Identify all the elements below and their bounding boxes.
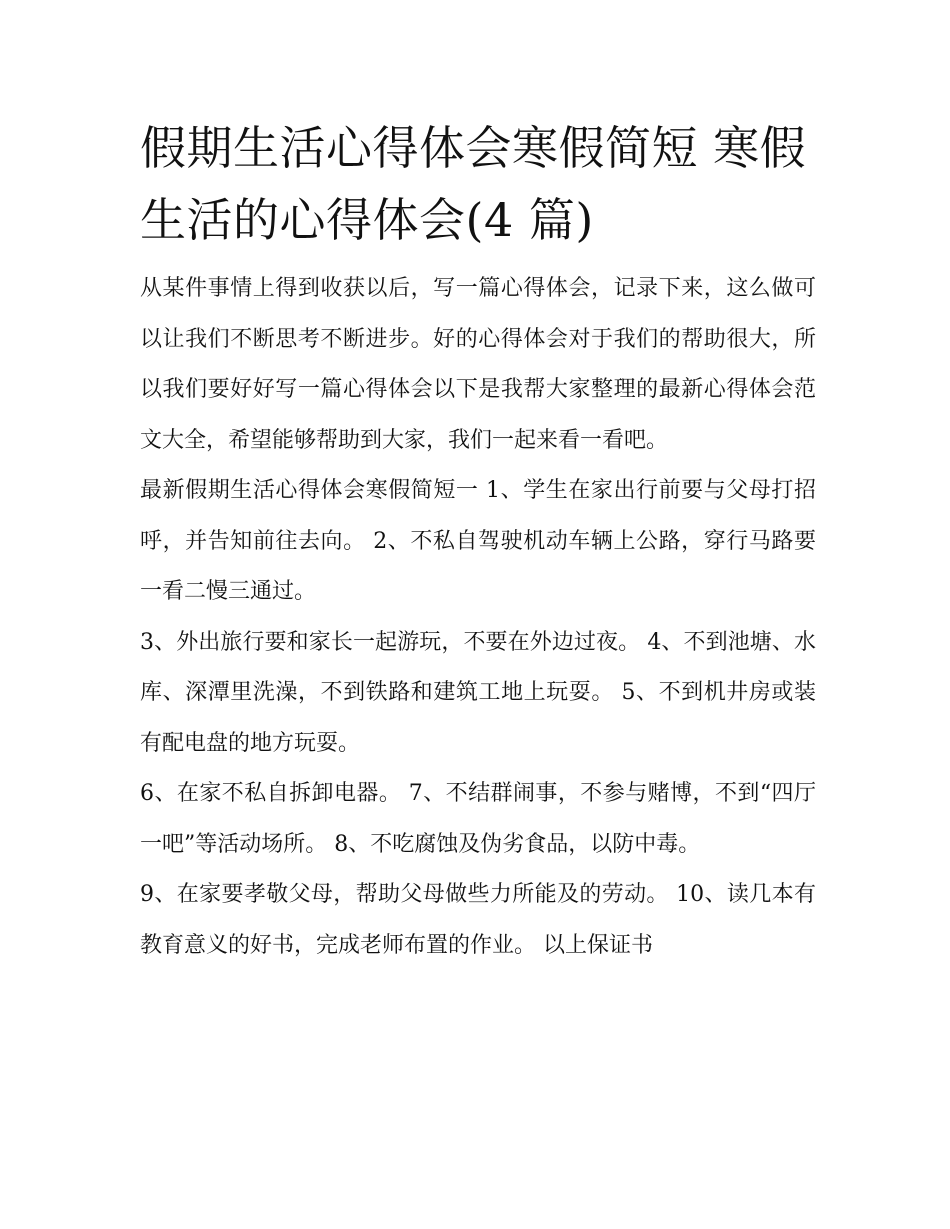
paragraph-item-1-2: 最新假期生活心得体会寒假简短一 1、学生在家出行前要与父母打招呼，并告知前往去向。 2、不私自驾驶机动车辆上公路，穿行马路要一看二慢三通过。 — [140, 478, 816, 604]
document-page — [140, 112, 816, 971]
paragraph-item-3-5: 3、外出旅行要和家长一起游玩，不要在外边过夜。 4、不到池塘、水库、深潭里洗澡，不到铁路和建筑工地上玩耍。 5、不到机井房或装有配电盘的地方玩耍。 — [140, 629, 816, 756]
paragraph-item-9-10: 9、在家要孝敬父母，帮助父母做些力所能及的劳动。 10、读几本有教育意义的好书，完成老师布置的作业。 以上保证书 — [140, 882, 816, 958]
document-title: 假期生活心得体会寒假简短 寒假生活的心得体会(4 篇) — [140, 121, 807, 247]
paragraph-item-6-8: 6、在家不私自拆卸电器。 7、不结群闹事，不参与赌博，不到“四厅一吧”等活动场所。 8、不吃腐蚀及伪劣食品，以防中毒。 — [140, 781, 816, 857]
paragraph-intro: 从某件事情上得到收获以后，写一篇心得体会，记录下来，这么做可以让我们不断思考不断进步。好的心得体会对于我们的帮助很大，所以我们要好好写一篇心得体会以下是我帮大家整理的最新心得体会范文大全，希望能够帮助到大家，我们一起来看一看吧。 — [140, 276, 816, 453]
